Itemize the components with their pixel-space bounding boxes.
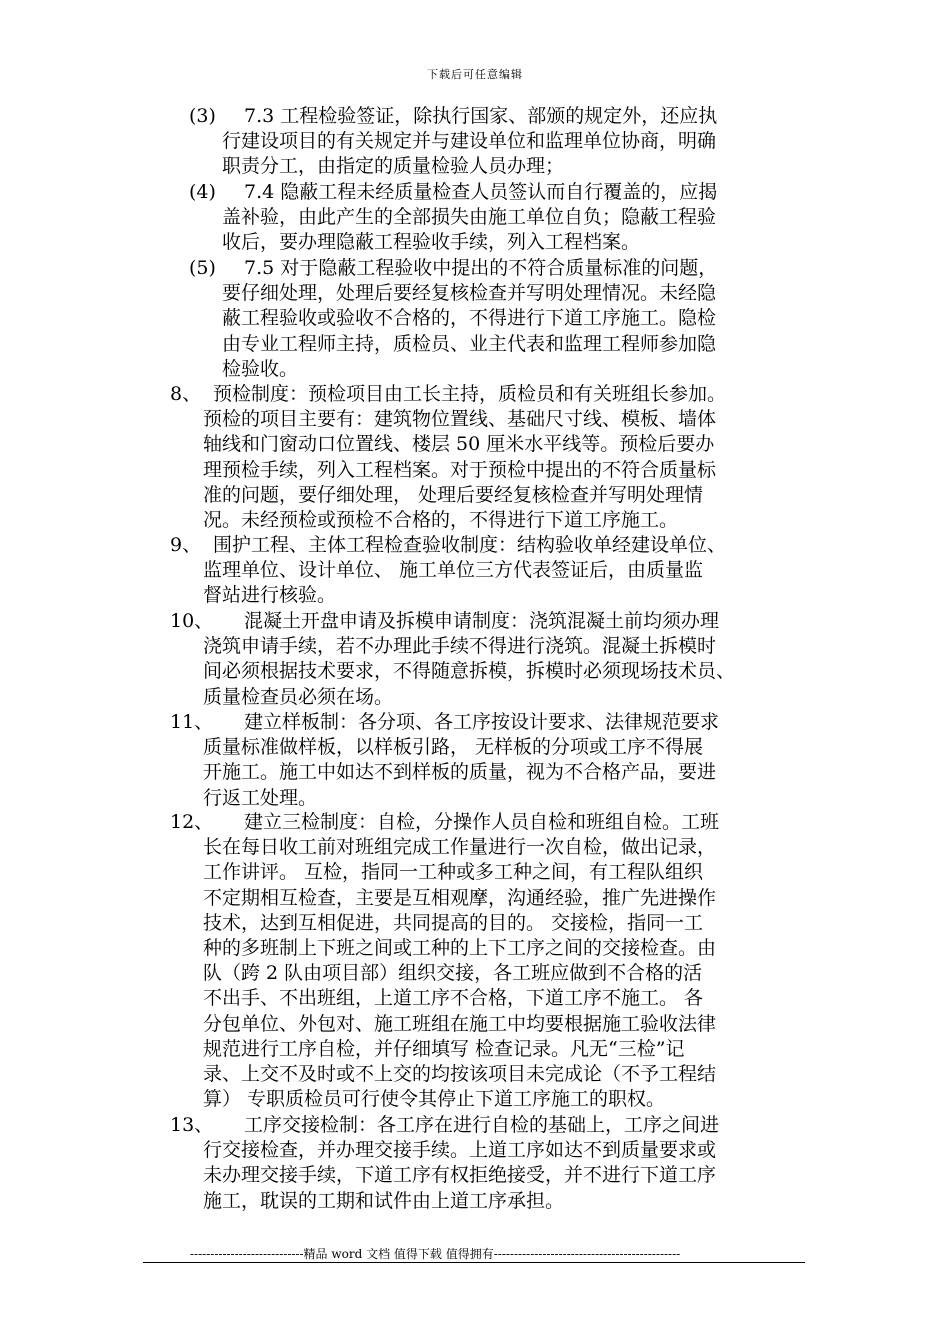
item-line: 预检的项目主要有：建筑物位置线、基础尺寸线、模板、墙体 [203, 408, 717, 431]
item-line: 混凝土开盘申请及拆模申请制度：浇筑混凝土前均须办理 [244, 610, 720, 632]
item-line: 蔽工程验收或验收不合格的，不得进行下道工序施工。隐检 [222, 307, 717, 330]
list-item [222, 104, 717, 180]
item-number: (5) [189, 257, 216, 279]
item-line: 浇筑申请手续，若不办理此手续不得进行浇筑。混凝土拆模时 [203, 635, 717, 658]
page-header: 下载后可任意编辑 [427, 68, 523, 81]
item-line: 7.4 隐蔽工程未经质量检查人员签认而自行覆盖的，应揭 [244, 181, 718, 203]
item-line: 质量标准做样板，以样板引路， 无样板的分项或工序不得展 [203, 736, 704, 759]
item-line: 7.3 工程检验签证，除执行国家、部颁的规定外，还应执 [244, 105, 718, 127]
item-line: 录、上交不及时或不上交的均按该项目未完成论（不予工程结 [203, 1062, 717, 1085]
item-line: 行返工处理。 [203, 786, 318, 809]
item-line: 检验收。 [222, 357, 299, 380]
item-line: 由专业工程师主持，质检员、业主代表和监理工程师参加隐 [222, 332, 717, 355]
item-line: 要仔细处理，处理后要经复核检查并写明处理情况。未经隐 [222, 282, 717, 305]
item-line: 围护工程、主体工程检查验收制度：结构验收单经建设单位、 [213, 534, 727, 556]
list-item [203, 382, 726, 533]
item-line: 收后，要办理隐蔽工程验收手续，列入工程档案。 [222, 231, 641, 254]
item-line: 不定期相互检查，主要是互相观摩，沟通经验，推广先进操作 [203, 886, 717, 909]
item-line: 理预检手续，列入工程档案。对于预检中提出的不符合质量标 [203, 458, 717, 481]
item-number: 9、 [170, 534, 202, 556]
item-number: 8、 [170, 383, 202, 405]
item-line: 工序交接检制：各工序在进行自检的基础上，工序之间进 [244, 1114, 720, 1136]
item-number: 12、 [170, 811, 214, 833]
item-number: (4) [189, 181, 216, 203]
item-number: 10、 [170, 610, 214, 632]
item-line: 未办理交接手续，下道工序有权拒绝接受，并不进行下道工序 [203, 1164, 717, 1187]
item-line: 建立三检制度：自检，分操作人员自检和班组自检。工班 [244, 811, 720, 833]
item-line: 预检制度：预检项目由工长主持，质检员和有关班组长参加。 [213, 383, 727, 405]
list-item [222, 256, 717, 382]
item-line: 况。未经预检或预检不合格的，不得进行下道工序施工。 [203, 508, 679, 531]
item-line: 行交接检查，并办理交接手续。上道工序如达不到质量要求或 [203, 1139, 717, 1162]
item-line: 长在每日收工前对班组完成工作量进行一次自检，做出记录， [203, 836, 717, 859]
item-number: (3) [189, 105, 216, 127]
item-line: 不出手、不出班组，上道工序不合格，下道工序不施工。 各 [203, 987, 704, 1010]
item-line: 开施工。施工中如达不到样板的质量，视为不合格产品，要进 [203, 761, 717, 784]
item-line: 职责分工，由指定的质量检验人员办理； [222, 155, 565, 178]
item-line: 督站进行核验。 [203, 584, 337, 607]
item-line: 施工，耽误的工期和试件由上道工序承担。 [203, 1189, 565, 1212]
item-line: 队（跨 2 队由项目部）组织交接，各工班应做到不合格的活 [203, 962, 703, 985]
list-item [203, 810, 719, 1112]
item-number: 13、 [170, 1114, 214, 1136]
item-line: 盖补验，由此产生的全部损失由施工单位自负；隐蔽工程验 [222, 206, 717, 229]
item-line: 7.5 对于隐蔽工程验收中提出的不符合质量标准的问题， [244, 257, 718, 279]
list-item [203, 533, 726, 609]
item-number: 11、 [170, 711, 214, 733]
footer-divider [143, 1262, 805, 1263]
page-footer: ----------------------------精品 word 文档 值得下载 值得拥有---------------------------------------------- [190, 1247, 681, 1261]
item-line: 算） 专职质检员可行使令其停止下道工序施工的职权。 [203, 1088, 666, 1111]
item-line: 间必须根据技术要求，不得随意拆模，拆模时必须现场技术员、 [203, 660, 736, 683]
list-item [222, 180, 717, 256]
item-line: 行建设项目的有关规定并与建设单位和监理单位协商，明确 [222, 130, 717, 153]
item-line: 监理单位、设计单位、 施工单位三方代表签证后，由质量监 [203, 559, 704, 582]
item-line: 建立样板制：各分项、各工序按设计要求、法律规范要求 [244, 711, 720, 733]
list-item [203, 1113, 719, 1214]
list-item [203, 609, 735, 710]
item-line: 种的多班制上下班之间或工种的上下工序之间的交接检查。由 [203, 936, 717, 959]
item-line: 工作讲评。 互检，指同一工种或多工种之间，有工程队组织 [203, 861, 704, 884]
item-line: 准的问题，要仔细处理， 处理后要经复核检查并写明处理情 [203, 483, 704, 506]
item-line: 分包单位、外包对、施工班组在施工中均要根据施工验收法律 [203, 1012, 717, 1035]
list-item [203, 710, 719, 811]
item-line: 质量检查员必须在场。 [203, 685, 394, 708]
item-line: 轴线和门窗动口位置线、楼层 50 厘米水平线等。预检后要办 [203, 433, 715, 456]
item-line: 技术，达到互相促进，共同提高的目的。 交接检，指同一工 [203, 911, 704, 934]
item-line: 规范进行工序自检，并仔细填写 检查记录。凡无“三检”记 [203, 1037, 685, 1060]
